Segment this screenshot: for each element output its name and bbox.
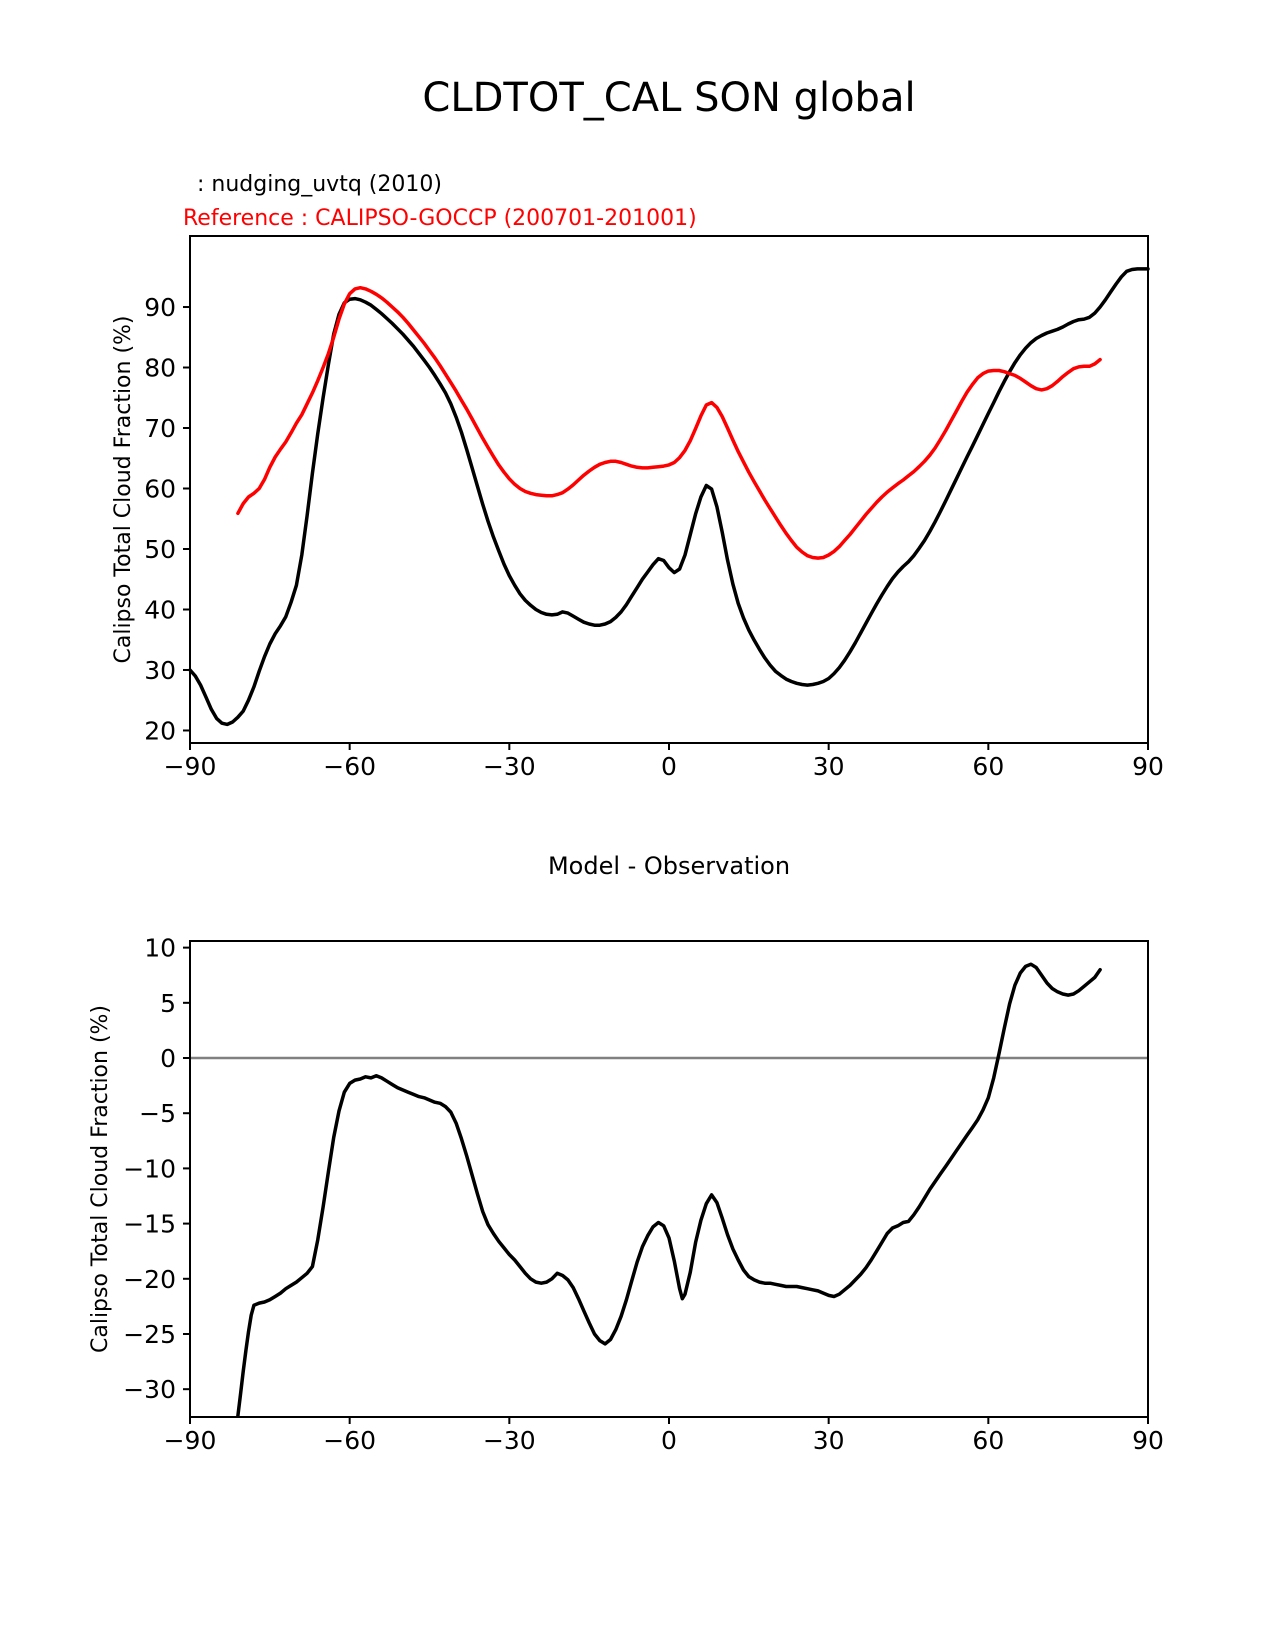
x-tick-label: 60 [972, 1426, 1005, 1455]
y-tick-label: 80 [144, 353, 176, 383]
x-tick-label: 60 [972, 752, 1005, 781]
y-tick-label: 20 [144, 716, 176, 746]
y-tick-label: 10 [144, 933, 176, 963]
y-tick-label: 5 [160, 988, 176, 1018]
series-line-model [238, 964, 1100, 1415]
y-tick-label: −5 [139, 1099, 176, 1129]
legend-reference-label: Reference : CALIPSO-GOCCP (200701-201001) [183, 206, 697, 231]
legend-model-label: : nudging_uvtq (2010) [183, 172, 442, 197]
y-tick-label: −15 [123, 1209, 176, 1239]
x-tick-label: −30 [482, 1426, 536, 1455]
x-tick-label: −90 [163, 752, 217, 781]
y-tick-label: 40 [144, 595, 176, 625]
x-tick-label: 0 [661, 1426, 677, 1455]
y-tick-label: −25 [123, 1319, 176, 1349]
y-tick-label: 0 [160, 1044, 176, 1074]
y-tick-label: 90 [144, 293, 176, 323]
plot-frame [190, 941, 1148, 1417]
x-tick-label: 90 [1132, 752, 1164, 781]
y-tick-label: 60 [144, 474, 176, 504]
y-axis-label: Calipso Total Cloud Fraction (%) [88, 1004, 113, 1354]
y-tick-label: −30 [123, 1375, 176, 1405]
x-tick-label: 90 [1132, 1426, 1164, 1455]
figure-title: CLDTOT_CAL SON global [422, 75, 916, 121]
y-tick-label: 30 [144, 655, 176, 685]
x-tick-label: −60 [323, 1426, 377, 1455]
x-tick-label: −90 [163, 1426, 217, 1455]
x-tick-label: 30 [812, 1426, 845, 1455]
x-tick-label: 30 [812, 752, 845, 781]
y-tick-label: −20 [123, 1264, 176, 1294]
y-tick-label: −10 [123, 1154, 176, 1184]
x-tick-label: 0 [661, 752, 677, 781]
y-tick-label: 50 [144, 534, 176, 564]
x-tick-label: −60 [323, 752, 377, 781]
x-tick-label: −30 [482, 752, 536, 781]
y-tick-label: 70 [144, 414, 176, 444]
difference-plot-title: Model - Observation [547, 852, 791, 880]
y-axis-label: Calipso Total Cloud Fraction (%) [111, 315, 136, 664]
